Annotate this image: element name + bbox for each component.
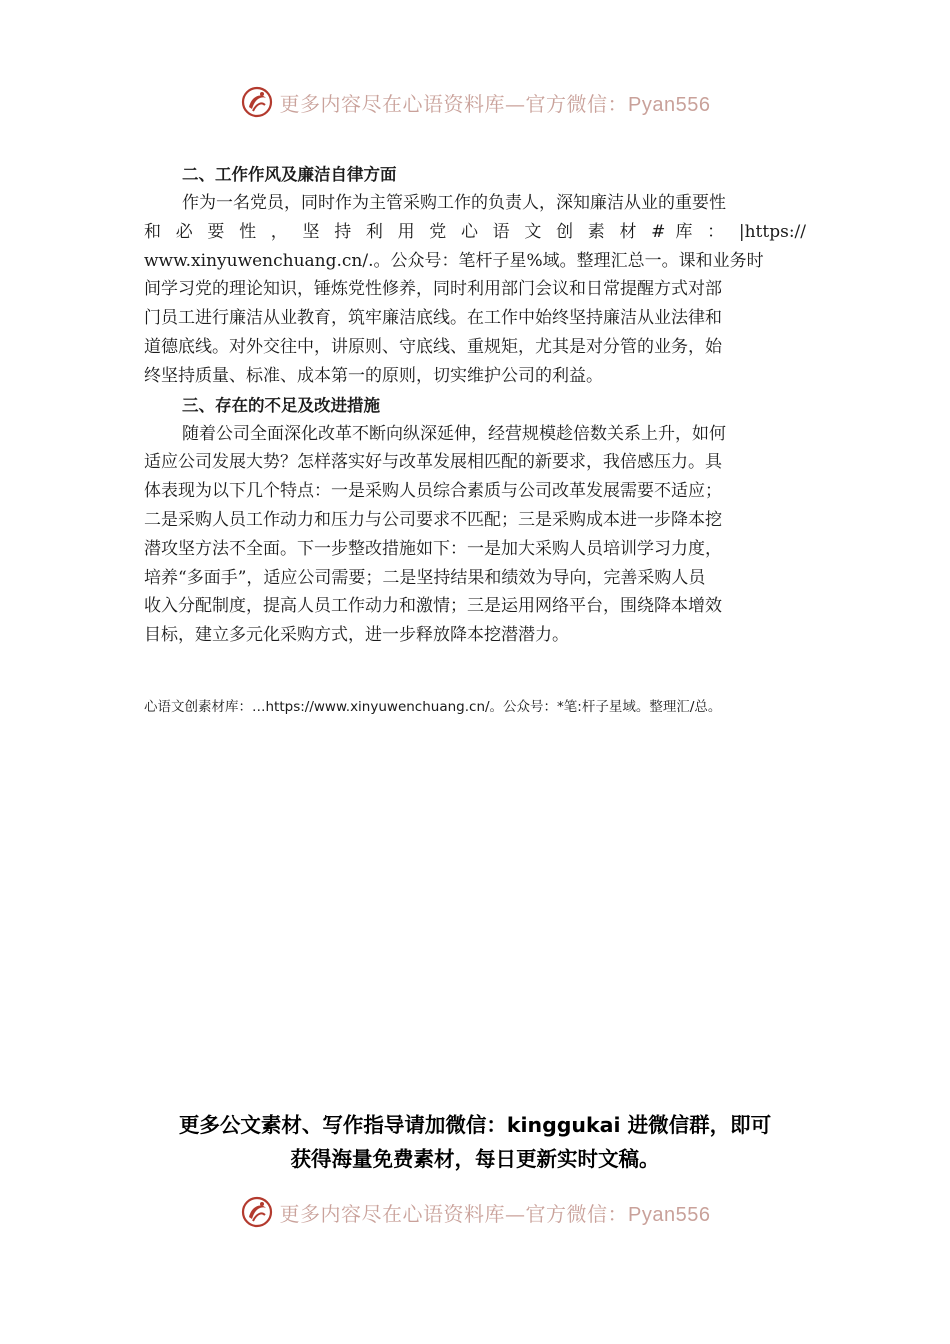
footer-banner (0, 1192, 950, 1232)
red-swirl-logo-icon (240, 85, 274, 119)
section3-line: 培养“多面手”，适应公司需要；二是坚持结果和绩效为导向，完善采购人员 (144, 567, 706, 588)
red-swirl-logo-icon (240, 1195, 274, 1229)
section3-line: 收入分配制度，提高人员工作动力和激情；三是运用网络平台，围绕降本增效 (144, 596, 722, 617)
section3-line: 二是采购人员工作动力和压力与公司要求不匹配；三是采购成本进一步降本挖 (144, 509, 722, 530)
promo-block (0, 1108, 950, 1176)
section3-line: 随着公司全面深化改革不断向纵深延伸，经营规模趁倍数关系上升，如何 (182, 423, 726, 444)
section3-line: 适应公司发展大势？怎样落实好与改革发展相匹配的新要求，我倍感压力。具 (144, 452, 722, 473)
promo-line-2: 获得海量免费素材，每日更新实时文稿。 (290, 1147, 660, 1171)
section3-line: 体表现为以下几个特点：一是采购人员综合素质与公司改革发展需要不适应； (144, 481, 722, 502)
section3-line: 目标，建立多元化采购方式，进一步释放降本挖潜潜力。 (144, 625, 569, 646)
header-banner-wechat: Pyan556 (628, 93, 711, 116)
section2-line: 间学习党的理论知识，锤炼党性修养，同时利用部门会议和日常提醒方式对部 (144, 279, 722, 300)
document-body (144, 160, 806, 650)
section2-line: 和 必 要 性 ， 坚 持 利 用 党 心 语 文 创 素 材 # 库 ： |https:// (144, 221, 806, 242)
section2-line: 作为一名党员，同时作为主管采购工作的负责人，深知廉洁从业的重要性 (182, 193, 726, 213)
header-banner-text: 更多内容尽在心语资料库—官方微信：Pyan556 (279, 91, 711, 116)
section2-heading: 二、工作作风及廉洁自律方面 (182, 165, 397, 184)
footer-banner-wechat: Pyan556 (628, 1203, 711, 1226)
section2-line: 终坚持质量、标准、成本第一的原则，切实维护公司的利益。 (144, 365, 603, 386)
section2-line: 道德底线。对外交往中，讲原则、守底线、重规矩，尤其是对分管的业务，始 (144, 336, 722, 357)
section3-line: 潜攻坚方法不全面。下一步整改措施如下：一是加大采购人员培训学习力度， (144, 538, 722, 559)
header-banner (0, 82, 950, 122)
section2-line: 门员工进行廉洁从业教育，筑牢廉洁底线。在工作中始终坚持廉洁从业法律和 (144, 308, 722, 329)
footer-banner-text: 更多内容尽在心语资料库—官方微信：Pyan556 (279, 1201, 711, 1226)
section2-line: www.xinyuwenchuang.cn/.。公众号：笔杆子星%域。整理汇总一。课和业务时 (144, 250, 764, 271)
section3-heading: 三、存在的不足及改进措施 (182, 395, 380, 415)
promo-line-1: 更多公文素材、写作指导请加微信：kinggukai 进微信群，即可 (178, 1113, 772, 1137)
source-footer-note: 心语文创素材库：…https://www.xinyuwenchuang.cn/。公众号：*笔:杆子星域。整理汇/总。 (144, 699, 722, 715)
